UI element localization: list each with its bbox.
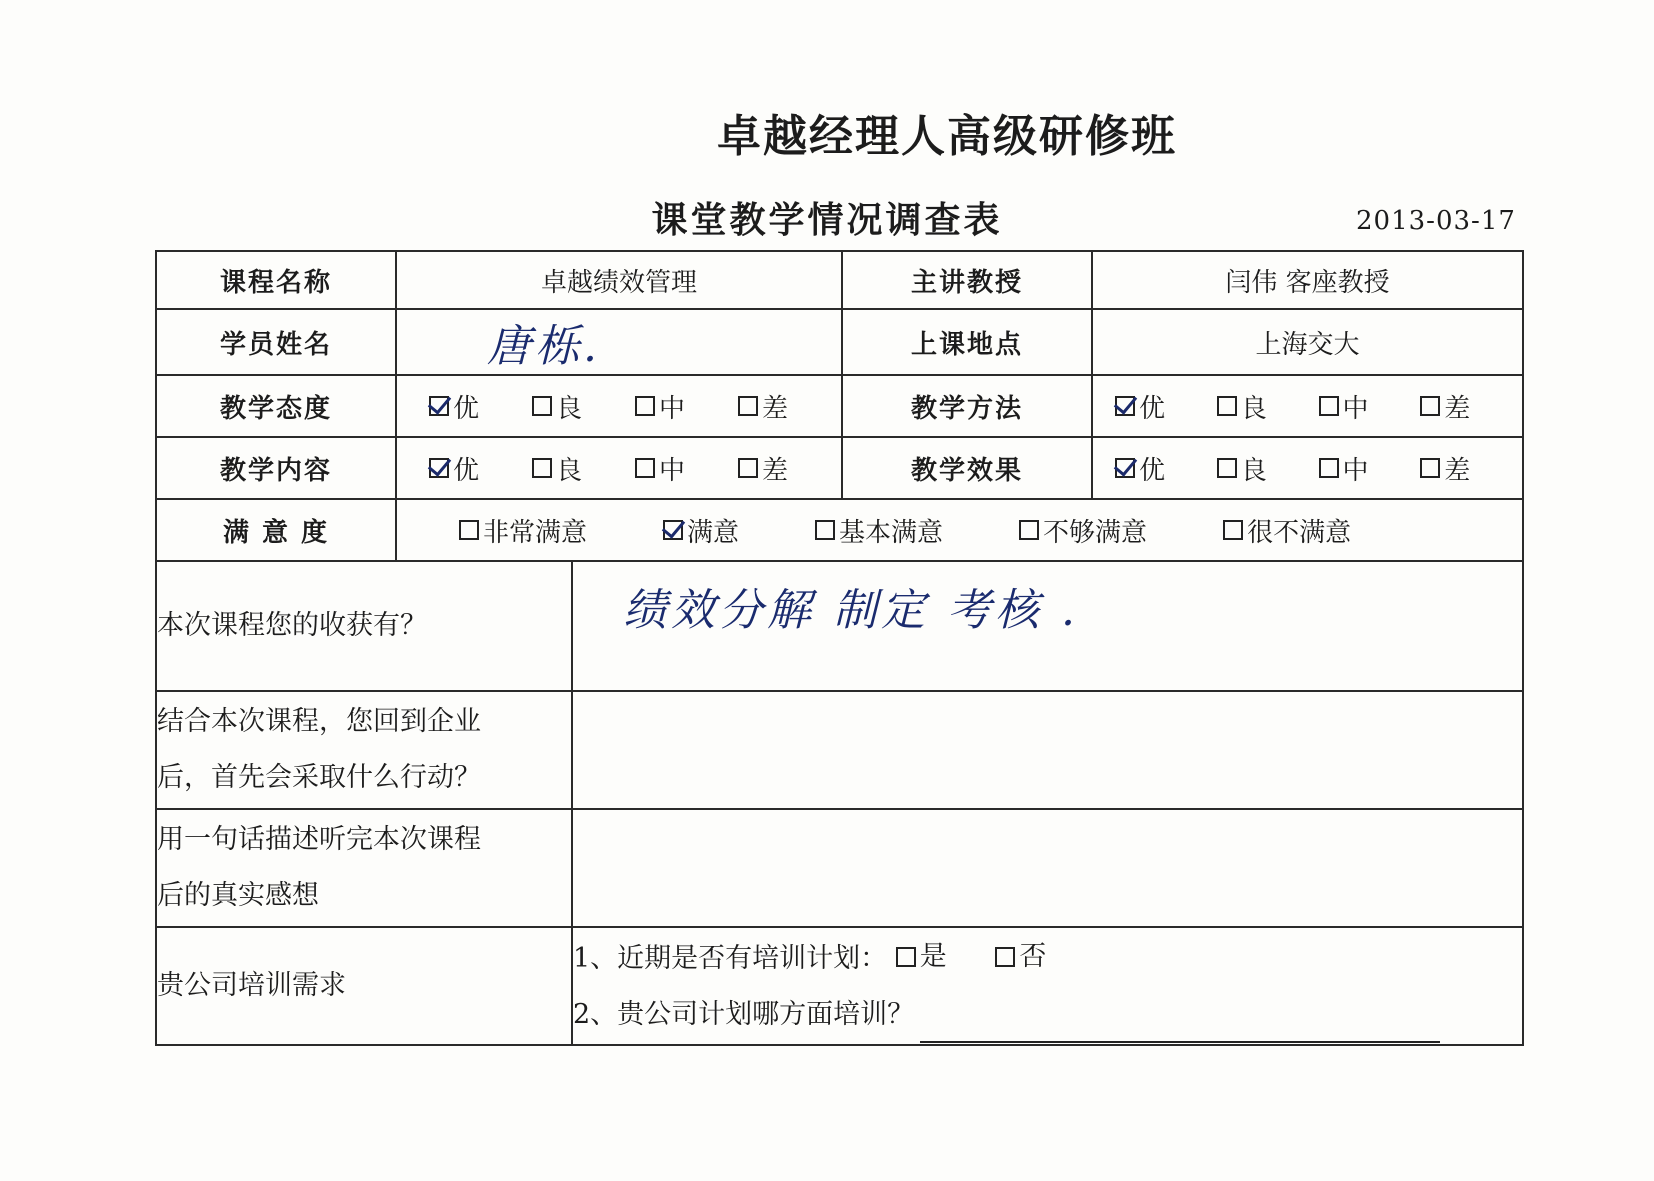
method-option-poor[interactable]: 差: [1420, 388, 1522, 425]
form-date: 2013-03-17: [1356, 206, 1516, 236]
student-label: 学员姓名: [156, 309, 396, 375]
checkbox-checked[interactable]: [663, 520, 683, 540]
content-option-average[interactable]: 中: [635, 450, 738, 487]
needs-option-no[interactable]: 否: [995, 929, 1046, 985]
satisfaction-option-very-satisfied[interactable]: 非常满意: [459, 512, 587, 549]
attitude-option-good[interactable]: 良: [532, 388, 635, 425]
attitude-label: 教学态度: [156, 375, 396, 437]
checkbox[interactable]: [1420, 458, 1440, 478]
satisfaction-options: [396, 499, 1523, 561]
gains-answer-cell[interactable]: [572, 561, 1523, 691]
checkbox[interactable]: [995, 947, 1015, 967]
checkbox[interactable]: [459, 520, 479, 540]
content-label: 教学内容: [156, 437, 396, 499]
method-option-average[interactable]: 中: [1319, 388, 1421, 425]
lecturer-value[interactable]: 闫伟 客座教授: [1092, 251, 1523, 309]
effect-option-average[interactable]: 中: [1319, 450, 1421, 487]
checkbox[interactable]: [896, 947, 916, 967]
content-option-excellent[interactable]: 优: [429, 450, 532, 487]
row-needs: [156, 927, 1523, 1045]
form-subtitle: 课堂教学情况调查表: [651, 200, 1003, 241]
checkbox[interactable]: [1319, 396, 1339, 416]
needs-label: 贵公司培训需求: [156, 927, 572, 1045]
checkbox[interactable]: [1420, 396, 1440, 416]
action-question: [156, 691, 572, 809]
method-options: [1092, 375, 1523, 437]
method-option-excellent[interactable]: 优: [1115, 388, 1217, 425]
needs-q2: 2、贵公司计划哪方面培训？: [573, 999, 915, 1030]
survey-table: [155, 250, 1524, 1046]
checkbox[interactable]: [1319, 458, 1339, 478]
student-value-cell[interactable]: [396, 309, 842, 375]
method-label: 教学方法: [842, 375, 1092, 437]
row-student: [156, 309, 1523, 375]
content-option-good[interactable]: 良: [532, 450, 635, 487]
attitude-options: [396, 375, 842, 437]
checkbox[interactable]: [1217, 396, 1237, 416]
checkbox[interactable]: [635, 396, 655, 416]
checkbox-checked[interactable]: [1115, 396, 1135, 416]
lecturer-label: 主讲教授: [842, 251, 1092, 309]
checkbox[interactable]: [1223, 520, 1243, 540]
effect-option-excellent[interactable]: 优: [1115, 450, 1217, 487]
checkbox[interactable]: [1019, 520, 1039, 540]
satisfaction-option-very-unsatisfied[interactable]: 很不满意: [1223, 512, 1351, 549]
feeling-question-line1: 用一句话描述听完本次课程: [157, 824, 481, 855]
attitude-option-excellent[interactable]: 优: [429, 388, 532, 425]
gains-question: 本次课程您的收获有？: [156, 561, 572, 691]
feeling-answer-cell[interactable]: [572, 809, 1523, 927]
effect-options: [1092, 437, 1523, 499]
checkbox[interactable]: [532, 396, 552, 416]
satisfaction-option-satisfied[interactable]: 满意: [663, 512, 739, 549]
form-title: 卓越经理人高级研修班: [717, 111, 1177, 162]
needs-q1: 1、近期是否有培训计划：: [573, 943, 888, 974]
checkbox[interactable]: [738, 458, 758, 478]
action-question-line2: 后，首先会采取什么行动？: [157, 762, 481, 793]
checkbox[interactable]: [815, 520, 835, 540]
course-label: 课程名称: [156, 251, 396, 309]
content-options: [396, 437, 842, 499]
satisfaction-option-basically-satisfied[interactable]: 基本满意: [815, 512, 943, 549]
satisfaction-option-not-satisfied[interactable]: 不够满意: [1019, 512, 1147, 549]
needs-line-1: [573, 929, 1522, 987]
effect-option-good[interactable]: 良: [1217, 450, 1319, 487]
row-action: [156, 691, 1523, 809]
content-option-poor[interactable]: 差: [738, 450, 841, 487]
feeling-question: [156, 809, 572, 927]
attitude-option-poor[interactable]: 差: [738, 388, 841, 425]
method-option-good[interactable]: 良: [1217, 388, 1319, 425]
action-answer-cell[interactable]: [572, 691, 1523, 809]
checkbox[interactable]: [635, 458, 655, 478]
checkbox-checked[interactable]: [1115, 458, 1135, 478]
action-question-line1: 结合本次课程，您回到企业: [157, 706, 481, 737]
checkbox[interactable]: [738, 396, 758, 416]
feeling-question-line2: 后的真实感想: [157, 880, 319, 911]
effect-option-poor[interactable]: 差: [1420, 450, 1522, 487]
attitude-option-average[interactable]: 中: [635, 388, 738, 425]
student-name-handwritten: 唐栎.: [487, 321, 601, 372]
satisfaction-label: 满 意 度: [156, 499, 396, 561]
row-feeling: [156, 809, 1523, 927]
effect-label: 教学效果: [842, 437, 1092, 499]
needs-q2-blank[interactable]: [920, 1017, 1440, 1043]
gains-answer-handwritten: 绩效分解 制定 考核 .: [623, 585, 1079, 636]
needs-option-yes[interactable]: 是: [896, 929, 947, 985]
location-value[interactable]: 上海交大: [1092, 309, 1523, 375]
checkbox-checked[interactable]: [429, 396, 449, 416]
needs-cell: [572, 927, 1523, 1045]
location-label: 上课地点: [842, 309, 1092, 375]
course-value[interactable]: 卓越绩效管理: [396, 251, 842, 309]
checkbox[interactable]: [1217, 458, 1237, 478]
row-content: [156, 437, 1523, 499]
checkbox[interactable]: [532, 458, 552, 478]
row-satisfaction: [156, 499, 1523, 561]
checkbox-checked[interactable]: [429, 458, 449, 478]
needs-line-2: [573, 987, 1522, 1043]
row-attitude: [156, 375, 1523, 437]
row-course: [156, 251, 1523, 309]
row-gains: [156, 561, 1523, 691]
